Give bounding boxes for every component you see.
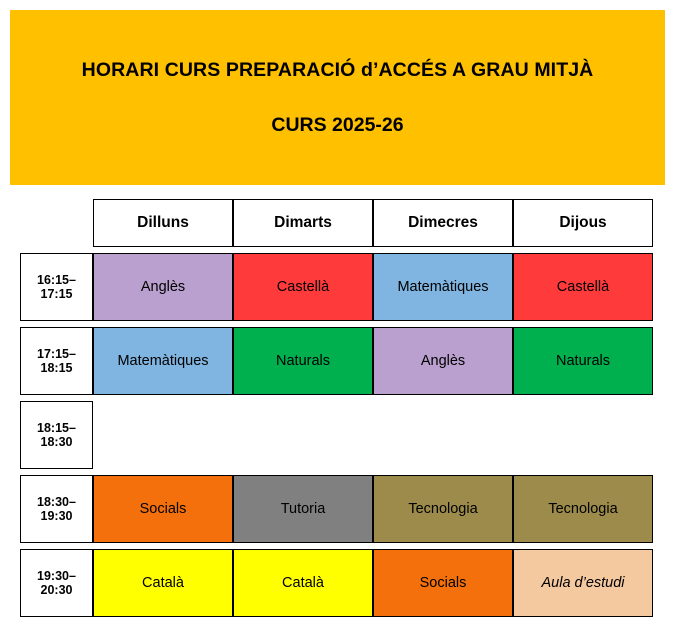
time-slot-cell [20,253,93,321]
timetable-cell [93,253,233,321]
time-slot-label [20,253,93,321]
subject-label: Tecnologia [513,475,653,543]
subject-label: Socials [93,475,233,543]
time-slot-label [20,327,93,395]
timetable-cell [93,401,233,469]
time-slot-label [20,401,93,469]
table-row [20,401,653,469]
timetable-cell [513,475,653,543]
timetable-cell [93,549,233,617]
subject-label: Català [93,549,233,617]
time-start: 16:15– [37,272,76,287]
timetable-cell [513,549,653,617]
subject-label: Matemàtiques [373,253,513,321]
time-start: 17:15– [37,346,76,361]
header-banner [10,10,665,185]
timetable [20,199,653,617]
time-slot-cell [20,401,93,469]
time-end: 18:15 [40,361,73,375]
subject-label: Tutoria [233,475,373,543]
table-row [20,253,653,321]
subject-label: Aula d’estudi [513,549,653,617]
day-header-cell [93,199,233,247]
time-start: 19:30– [37,568,76,583]
time-end: 19:30 [40,509,73,523]
table-row [20,327,653,395]
time-slot-cell [20,327,93,395]
subject-label: Matemàtiques [93,327,233,395]
time-slot-label [20,475,93,543]
subject-label: Castellà [513,253,653,321]
timetable-cell [373,401,513,469]
day-header-dilluns: Dilluns [93,199,233,247]
empty-slot [93,401,233,469]
empty-slot [513,401,653,469]
timetable-cell [233,327,373,395]
empty-slot [373,401,513,469]
day-header-cell [233,199,373,247]
subject-label: Tecnologia [373,475,513,543]
day-header-dimecres: Dimecres [373,199,513,247]
timetable-cell [233,549,373,617]
subject-label: Anglès [373,327,513,395]
day-header-dimarts: Dimarts [233,199,373,247]
subject-label: Castellà [233,253,373,321]
table-row [20,475,653,543]
timetable-corner-blank [20,199,93,247]
timetable-cell [233,253,373,321]
timetable-container [20,199,653,617]
timetable-cell [373,327,513,395]
time-start: 18:30– [37,494,76,509]
time-slot-cell [20,549,93,617]
time-slot-label [20,549,93,617]
subject-label: Socials [373,549,513,617]
timetable-cell [513,327,653,395]
timetable-cell [373,253,513,321]
subject-label: Anglès [93,253,233,321]
day-header-cell [513,199,653,247]
timetable-cell [93,475,233,543]
time-end: 18:30 [40,435,73,449]
time-end: 20:30 [40,583,73,597]
subject-label: Naturals [513,327,653,395]
timetable-cell [373,549,513,617]
day-header-cell [373,199,513,247]
page-title-line2: CURS 2025-26 [271,113,404,136]
timetable-corner-cell [20,199,93,247]
subject-label: Naturals [233,327,373,395]
table-row [20,549,653,617]
time-start: 18:15– [37,420,76,435]
page-title-line1: HORARI CURS PREPARACIÓ d’ACCÉS A GRAU MITJÀ [81,58,594,81]
timetable-cell [233,401,373,469]
subject-label: Català [233,549,373,617]
time-end: 17:15 [40,287,73,301]
timetable-cell [93,327,233,395]
timetable-cell [513,253,653,321]
timetable-cell [373,475,513,543]
timetable-cell [513,401,653,469]
timetable-body [20,199,653,617]
timetable-cell [233,475,373,543]
timetable-header-row [20,199,653,247]
empty-slot [233,401,373,469]
time-slot-cell [20,475,93,543]
day-header-dijous: Dijous [513,199,653,247]
